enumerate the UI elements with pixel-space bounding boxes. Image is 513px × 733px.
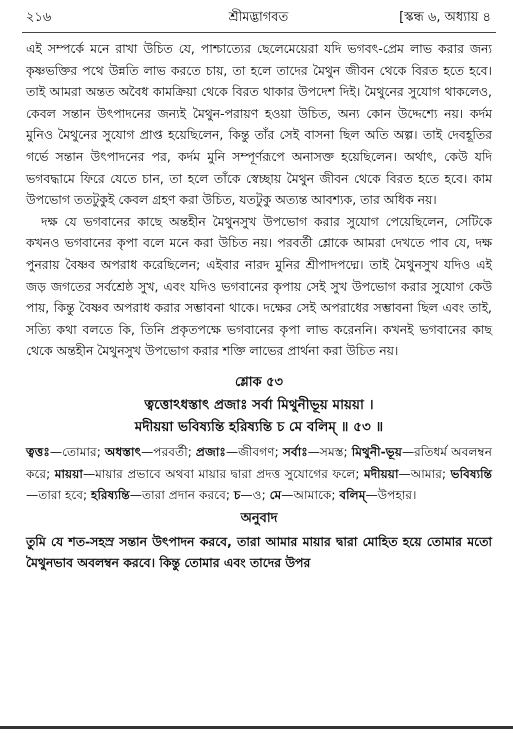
synonym-meaning: তোমার; bbox=[62, 444, 105, 459]
synonym-word: ভবিষ্যন্তি bbox=[450, 466, 493, 481]
synonym-word: মায়য়া bbox=[54, 466, 83, 481]
synonym-word: সর্বাঃ bbox=[282, 444, 308, 459]
canto-chapter: [স্কন্ধ ৬, অধ্যায় ৪ bbox=[399, 10, 491, 25]
synonym-meaning: উপহার। bbox=[377, 488, 417, 503]
synonym-meaning: তারা হবে; bbox=[38, 488, 92, 503]
synonym-word: বলিম্ bbox=[339, 488, 366, 503]
synonym-meaning: মায়ার প্রভাবে অথবা মায়ার দ্বারা প্রদত্ত সুযোগের ফলে; bbox=[95, 466, 364, 481]
book-title: শ্রীমদ্ভাগবত bbox=[228, 10, 289, 25]
synonym-meaning: রতিধর্ম অবলম্বন করে; bbox=[26, 444, 493, 481]
bottom-rule bbox=[0, 726, 513, 729]
translation-heading: অনুবাদ bbox=[240, 510, 278, 526]
synonym-meaning: সমস্ত; bbox=[319, 444, 352, 459]
verse-line: ত্বত্তোঽধস্তাৎ প্রজাঃ সর্বা মিথুনীভূয় মায়য়া । bbox=[144, 396, 374, 413]
synonym-word: মে bbox=[269, 488, 282, 503]
synonym-meaning: আমার; bbox=[410, 466, 451, 481]
synonym-meaning: ও; bbox=[252, 488, 270, 503]
translation-text: তুমি যে শত-সহস্র সন্তান উৎপাদন করবে, তারা আমার মায়ার দ্বারা মোহিত হয়ে তোমার মতো মৈথুনভাব অবলম্বন করবে। কিন্তু তোমার এবং তাদের উপর bbox=[26, 533, 492, 571]
page-body bbox=[26, 38, 492, 574]
synonym-word: হরিষ্যন্তি bbox=[91, 488, 130, 503]
verse-heading: শ্লোক ৫৩ bbox=[234, 374, 284, 390]
purport-paragraph: এই সম্পর্কে মনে রাখা উচিত যে, পাশ্চাত্যের ছেলেমেয়েরা যদি ভগবৎ-প্রেম লাভ করার জন্য কৃষ্ণভক্তির পথে উন্নতি লাভ করতে চায়, তা হলে তাদের মৈথুন জীবন থেকে বিরত হতে হবে। তাই আমরা অন্তত অবৈধ কামক্রিয়া থেকে বিরত থাকার উপদেশ দিই। মৈথুনের সুযোগ থাকলেও, কেবল সন্তান উৎপাদনের জন্যই মৈথুন-পরায়ণ হওয়া উচিত, অন্য কোন উদ্দেশ্যে নয়। কর্দম মুনিও মৈথুনের সুযোগ প্রাপ্ত হয়েছিলেন, কিন্তু তাঁর সেই বাসনা ছিল অতি অল্প। তাই দেবহূতির গর্ভে সন্তান উৎপাদনের পর, কর্দম মুনি সম্পূর্ণরূপে অনাসক্ত হয়েছিলেন। অর্থাৎ, কেউ যদি ভগবদ্ধামে ফিরে যেতে চান, তা হলে তাঁকে স্বেচ্ছায় মৈথুন জীবন থেকে বিরত হতে হবে। কাম উপভোগ ততটুকুই কেবল গ্রহণ করা উচিত, যতটুকু অত্যন্ত আবশ্যক, তার অধিক নয়। bbox=[26, 41, 492, 208]
page-number: ২১৬ bbox=[26, 10, 52, 25]
synonym-word: মদীয়য়া bbox=[363, 466, 399, 481]
running-header bbox=[26, 8, 491, 28]
verse-line: মদীয়য়া ভবিষ্যন্তি হরিষ্যন্তি চ মে বলিম্ ॥ ৫৩ ॥ bbox=[134, 418, 384, 435]
synonym-word: অধস্তাৎ bbox=[104, 444, 142, 459]
header-rule bbox=[22, 32, 496, 33]
synonym-word: ত্বত্তঃ bbox=[26, 444, 50, 459]
synonym-word: প্রজাঃ bbox=[195, 444, 226, 459]
synonym-meaning: আমাকে; bbox=[293, 488, 340, 503]
synonym-word: মিথুনী-ভূয় bbox=[351, 444, 402, 459]
purport-paragraph: দক্ষ যে ভগবানের কাছে অন্তহীন মৈথুনসুখ উপভোগ করার সুযোগ পেয়েছিলেন, সেটিকে কখনও ভগবানের কৃপা বলে মনে করা উচিত নয়। পরবর্তী শ্লোকে আমরা দেখতে পাব যে, দক্ষ পুনরায় বৈষ্ণব অপরাধ করেছিলেন; এইবার নারদ মুনির শ্রীপাদপদ্মে। তাই মৈথুনসুখ যদিও এই জড় জগতের সর্বশ্রেষ্ঠ সুখ, এবং যদিও ভগবানের কৃপায় সেই সুখ উপভোগ করার সুযোগ কেউ পায়, কিন্তু বৈষ্ণব অপরাধ করার সম্ভাবনা থাকে। দক্ষের সেই অপরাধের সম্ভাবনা ছিল এবং তাই, সত্যি কথা বলতে কি, তিনি প্রকৃতপক্ষে ভগবানের কৃপা লাভ করেননি। কখনই ভগবানের কাছ থেকে অন্তহীন মৈথুনসুখ উপভোগ করার শক্তি লাভের প্রার্থনা করা উচিত নয়। bbox=[26, 213, 492, 359]
synonym-meaning: জীবগণ; bbox=[238, 444, 283, 459]
synonyms: ত্বত্তঃ—তোমার; অধস্তাৎ—পরবর্তী; প্রজাঃ—জীবগণ; সর্বাঃ—সমস্ত; মিথুনী-ভূয়—রতিধর্ম অবলম্বন করে; মায়য়া—মায়ার প্রভাবে অথবা মায়ার দ্বারা প্রদত্ত সুযোগের ফলে; মদীয়য়া—আমার; ভবিষ্যন্তি—তারা হবে; হরিষ্যন্তি—তারা প্রদান করবে; চ—ও; মে—আমাকে; বলিম্—উপহার। bbox=[26, 444, 493, 503]
synonym-word: চ bbox=[233, 488, 241, 503]
synonym-meaning: তারা প্রদান করবে; bbox=[141, 488, 234, 503]
synonym-meaning: পরবর্তী; bbox=[153, 444, 196, 459]
